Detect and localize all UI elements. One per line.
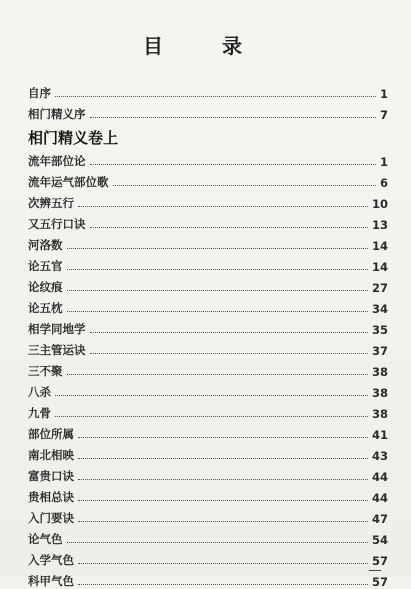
- toc-entry-page: 54: [371, 533, 388, 547]
- toc-entry-page: 10: [371, 197, 388, 211]
- dot-leader: [67, 290, 368, 291]
- toc-entry-page: 38: [371, 407, 388, 421]
- toc-entry-label: 自序: [28, 86, 51, 100]
- toc-entry[interactable]: [28, 337, 388, 358]
- toc-entry[interactable]: [28, 463, 388, 484]
- dot-leader: [78, 437, 368, 438]
- dot-leader: [90, 164, 376, 165]
- toc-entry-page: 43: [371, 449, 388, 463]
- toc-entry-page: 27: [371, 281, 388, 295]
- dot-leader: [78, 563, 368, 564]
- page-title: 目 录: [143, 34, 268, 58]
- dot-leader: [78, 521, 368, 522]
- dot-leader: [78, 500, 368, 501]
- toc-entry-label: 富贵口诀: [28, 469, 74, 483]
- toc-entry[interactable]: [28, 169, 388, 190]
- toc-entry-label: 部位所属: [28, 427, 74, 441]
- toc-entry[interactable]: [28, 211, 388, 232]
- table-of-contents: [28, 80, 388, 589]
- toc-entry-page: 57: [371, 554, 388, 568]
- toc-entry-page: 7: [379, 108, 388, 122]
- toc-entry[interactable]: [28, 400, 388, 421]
- toc-entry-label: 论气色: [28, 532, 63, 546]
- toc-entry-label: 论纹痕: [28, 280, 63, 294]
- dot-leader: [55, 395, 368, 396]
- dot-leader: [78, 206, 368, 207]
- toc-entry-page: 41: [371, 428, 388, 442]
- toc-entry[interactable]: [28, 526, 388, 547]
- page-mark: [369, 570, 381, 571]
- dot-leader: [78, 584, 368, 585]
- toc-entry[interactable]: [28, 442, 388, 463]
- toc-entry-page: 13: [371, 218, 388, 232]
- toc-entry-page: 38: [371, 365, 388, 379]
- toc-entry-page: 47: [371, 512, 388, 526]
- toc-entry-label: 科甲气色: [28, 574, 74, 588]
- toc-entry-label: 九骨: [28, 406, 51, 420]
- toc-entry-page: 35: [371, 323, 388, 337]
- toc-item-list: [28, 148, 388, 589]
- toc-entry-label: 三主管运诀: [28, 343, 86, 357]
- toc-entry-page: 6: [379, 176, 388, 190]
- toc-entry[interactable]: [28, 421, 388, 442]
- toc-entry[interactable]: [28, 101, 388, 122]
- toc-entry-page: 14: [371, 239, 388, 253]
- toc-entry-page: 44: [371, 470, 388, 484]
- dot-leader: [90, 227, 368, 228]
- dot-leader: [113, 185, 376, 186]
- toc-entry-label: 三不聚: [28, 364, 63, 378]
- toc-entry-label: 流年运气部位歌: [28, 175, 109, 189]
- dot-leader: [67, 269, 368, 270]
- dot-leader: [55, 416, 368, 417]
- toc-entry-label: 河洛数: [28, 238, 63, 252]
- toc-entry[interactable]: [28, 274, 388, 295]
- toc-entry-label: 流年部位论: [28, 154, 86, 168]
- dot-leader: [67, 248, 368, 249]
- toc-entry-page: 14: [371, 260, 388, 274]
- toc-entry[interactable]: [28, 547, 388, 568]
- toc-entry-label: 南北相映: [28, 448, 74, 462]
- toc-entry[interactable]: [28, 505, 388, 526]
- toc-entry-label: 入门要诀: [28, 511, 74, 525]
- dot-leader: [78, 479, 368, 480]
- dot-leader: [67, 374, 368, 375]
- toc-entry-label: 八杀: [28, 385, 51, 399]
- toc-entry-label: 论五枕: [28, 301, 63, 315]
- dot-leader: [55, 96, 376, 97]
- toc-entry-page: 44: [371, 491, 388, 505]
- toc-entry-label: 次辨五行: [28, 196, 74, 210]
- toc-entry-page: 34: [371, 302, 388, 316]
- toc-entry-label: 贵相总诀: [28, 490, 74, 504]
- toc-entry-label: 入学气色: [28, 553, 74, 567]
- dot-leader: [90, 353, 368, 354]
- toc-entry-page: 37: [371, 344, 388, 358]
- toc-entry[interactable]: [28, 484, 388, 505]
- toc-entry[interactable]: [28, 80, 388, 101]
- section-heading: 相门精义卷上: [28, 129, 119, 147]
- dot-leader: [67, 542, 368, 543]
- dot-leader: [78, 458, 368, 459]
- toc-entry-label: 相门精义序: [28, 107, 86, 121]
- toc-entry-label: 又五行口诀: [28, 217, 86, 231]
- toc-entry[interactable]: [28, 316, 388, 337]
- toc-entry[interactable]: [28, 253, 388, 274]
- toc-entry-page: 57: [371, 575, 388, 589]
- toc-entry[interactable]: [28, 358, 388, 379]
- toc-entry-page: 1: [379, 87, 388, 101]
- toc-entry[interactable]: [28, 190, 388, 211]
- toc-entry[interactable]: [28, 148, 388, 169]
- dot-leader: [90, 117, 376, 118]
- dot-leader: [67, 311, 368, 312]
- toc-entry-label: 相学同地学: [28, 322, 86, 336]
- toc-entry-page: 38: [371, 386, 388, 400]
- toc-entry[interactable]: [28, 295, 388, 316]
- dot-leader: [90, 332, 368, 333]
- toc-entry[interactable]: [28, 379, 388, 400]
- toc-entry[interactable]: [28, 568, 388, 589]
- toc-entry[interactable]: [28, 232, 388, 253]
- toc-entry-label: 论五官: [28, 259, 63, 273]
- toc-entry-page: 1: [379, 155, 388, 169]
